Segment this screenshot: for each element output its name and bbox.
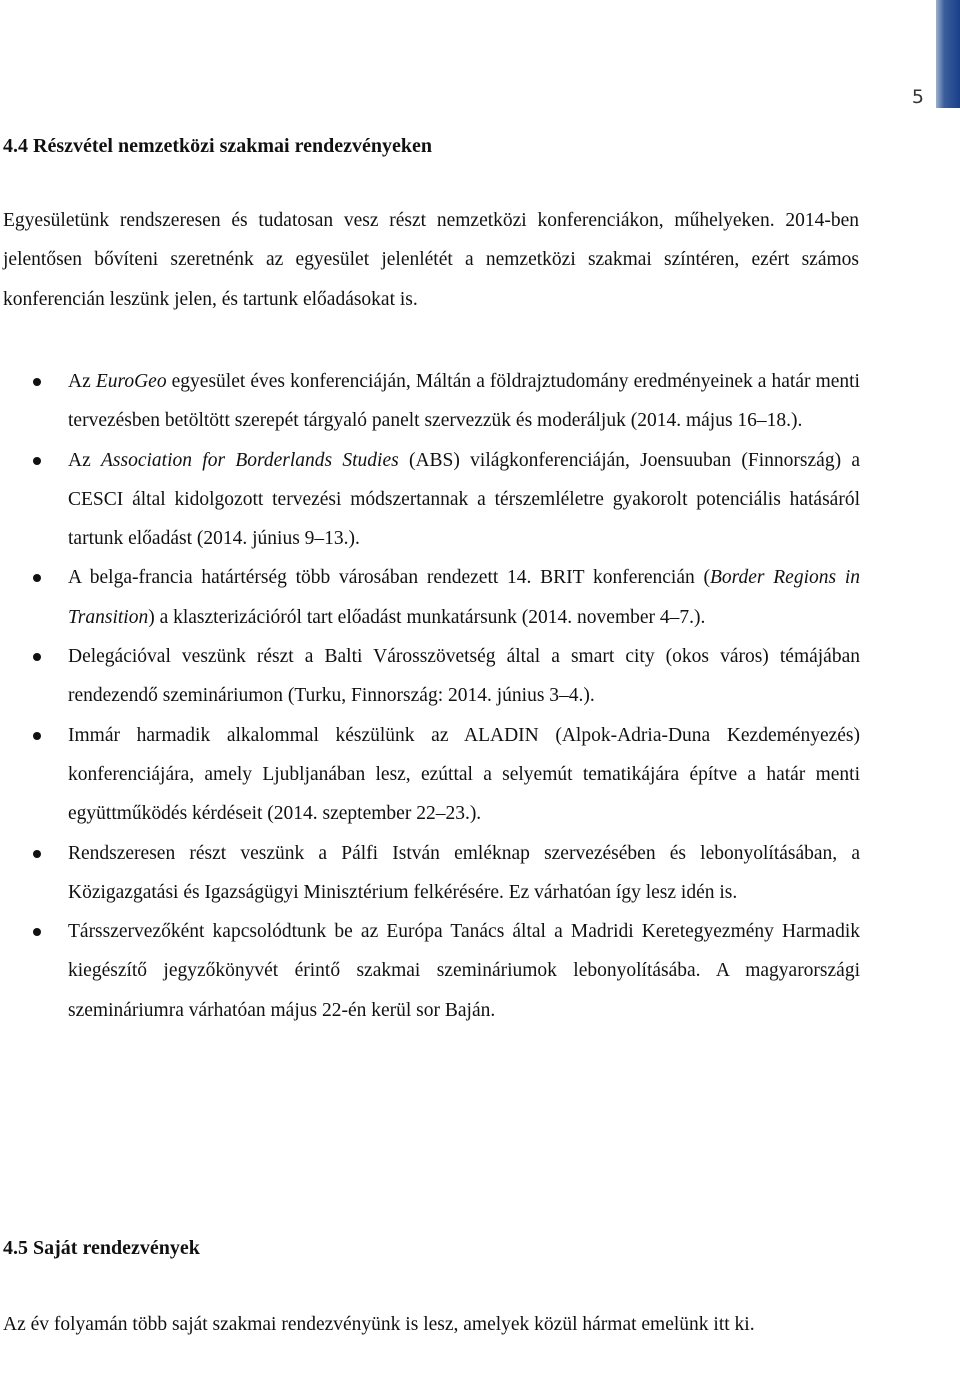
bullet-icon — [33, 574, 41, 582]
bullet-icon — [33, 653, 41, 661]
section-heading-4-5: 4.5 Saját rendezvények — [3, 1237, 200, 1259]
page-number: 5 — [911, 86, 924, 108]
list-item: Delegációval veszünk részt a Balti Városszövetség által a smart city (okos város) témájában rendezendő szemináriumon (Turku, Finnország: 2014. június 3–4.). — [0, 637, 860, 716]
list-item: Rendszeresen részt veszünk a Pálfi István emléknap szervezésében és lebonyolításában, a Közigazgatási és Igazságügyi Minisztérium felkérésére. Ez várhatóan így lesz idén is. — [0, 834, 860, 913]
bullet-icon — [33, 457, 41, 465]
section-4-5-paragraph: Az év folyamán több saját szakmai rendezvényünk is lesz, amelyek közül hármat emelünk itt ki. — [3, 1314, 755, 1335]
section-heading-4-4: 4.4 Részvétel nemzetközi szakmai rendezvényeken — [3, 135, 432, 157]
list-item: Immár harmadik alkalommal készülünk az ALADIN (Alpok-Adria-Duna Kezdeményezés) konferenciájára, amely Ljubljanában lesz, ezúttal a selyemút tematikájára építve a határ menti együttműködés kérdéseit (2014. szeptember 22–23.). — [0, 716, 860, 834]
list-item: Társszervezőként kapcsolódtunk be az Európa Tanács által a Madridi Keretegyezmény Harmadik kiegészítő jegyzőkönyvét érintő szakmai szemináriumok lebonyolításába. A magyarországi szemináriumra várhatóan május 22-én kerül sor Baján. — [0, 912, 860, 1030]
section-intro-paragraph: Egyesületünk rendszeresen és tudatosan vesz részt nemzetközi konferenciákon, műhelyeken. 2014-ben jelentősen bővíteni szeretnénk az egyesület jelenlétét a nemzetközi szakmai színtéren, ezért számos konferencián leszünk jelen, és tartunk előadásokat is. — [3, 210, 859, 310]
conference-bullet-list — [0, 362, 860, 1030]
bullet-icon — [33, 850, 41, 858]
bullet-icon — [33, 732, 41, 740]
bullet-icon — [33, 378, 41, 386]
list-item: A belga-francia határtérség több városában rendezett 14. BRIT konferencián (Border Regions in Transition) a klaszterizációról tart előadást munkatársunk (2014. november 4–7.). — [0, 558, 860, 637]
list-item: Az Association for Borderlands Studies (ABS) világkonferenciáján, Joensuuban (Finnország) a CESCI által kidolgozott tervezési módszertannak a térszemléletre gyakorolt potenciális hatásáról tartunk előadást (2014. június 9–13.). — [0, 441, 860, 559]
bullet-icon — [33, 928, 41, 936]
list-item: Az EuroGeo egyesület éves konferenciáján, Máltán a földrajztudomány eredményeinek a határ menti tervezésben betöltött szerepét tárgyaló panelt szervezzük és moderáljuk (2014. május 16–18.). — [0, 362, 860, 441]
side-decoration-bar — [936, 0, 960, 108]
